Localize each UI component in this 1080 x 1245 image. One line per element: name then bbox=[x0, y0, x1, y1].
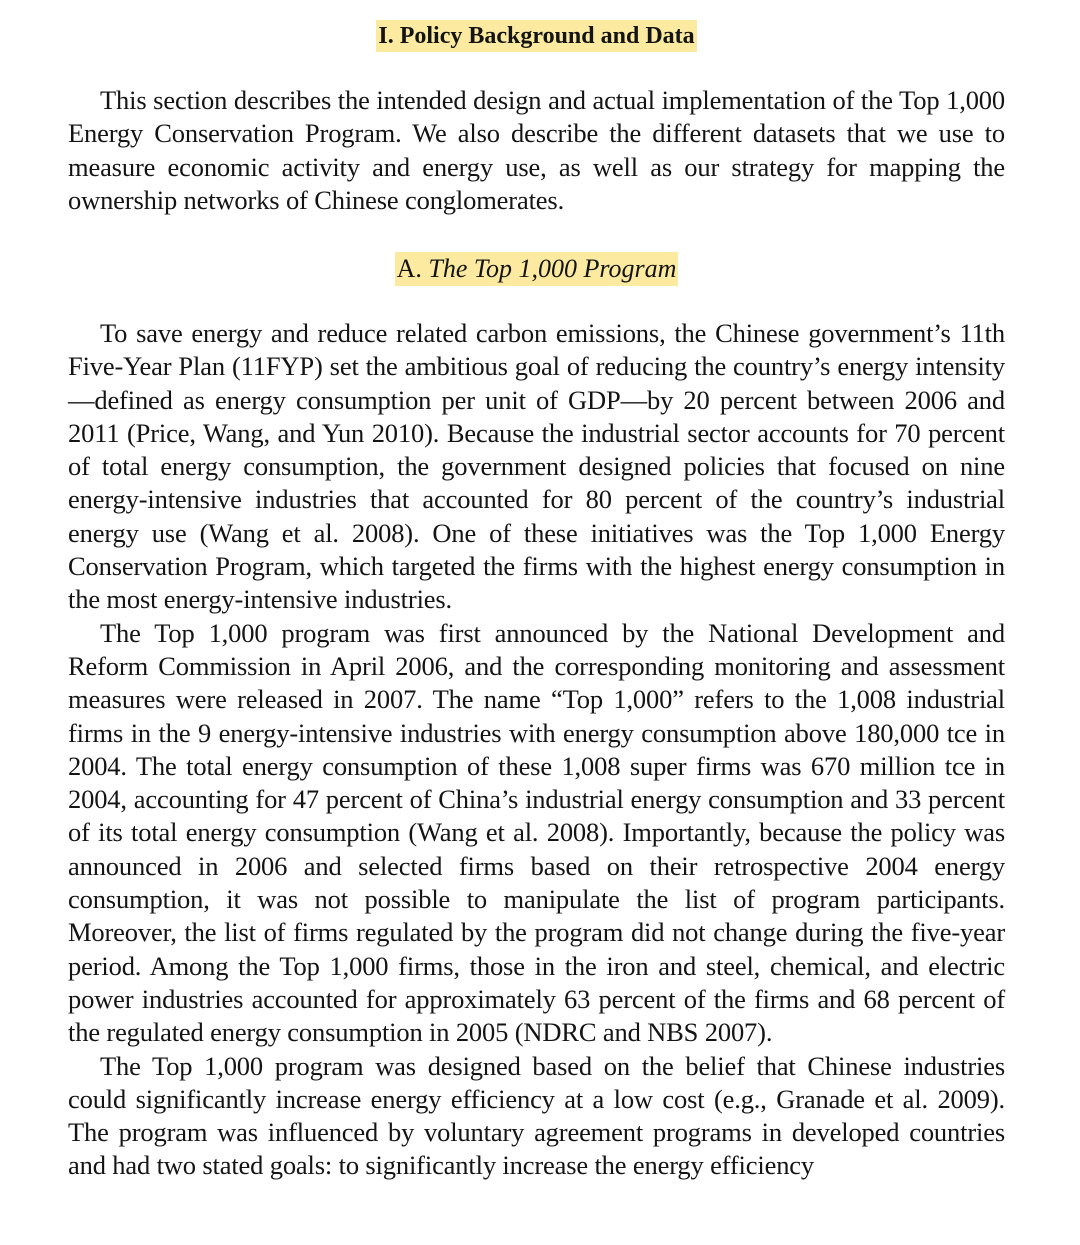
section-heading-highlight bbox=[376, 20, 696, 52]
subsection-body bbox=[68, 317, 1005, 1183]
subsection-heading-highlight bbox=[395, 252, 679, 286]
subsection-number: A. bbox=[396, 254, 422, 283]
subsection-title: The Top 1,000 Program bbox=[428, 254, 677, 283]
body-paragraph-2: The Top 1,000 program was first announced by the National Development and Reform Commission in April 2006, and the corresponding monitoring and assessment measures were released in 2007. The name “Top 1,000” refers to the 1,008 industrial firms in the 9 energy-intensive industries with energy consumption above 180,000 tce in 2004. The total energy consumption of these 1,008 super firms was 670 million tce in 2004, accounting for 47 percent of China’s industrial energy consumption and 33 percent of its total energy consumption (Wang et al. 2008). Importantly, because the policy was announced in 2006 and selected firms based on their retrospective 2004 energy consumption, it was not possible to manipulate the list of program participants. Moreover, the list of firms regulated by the program did not change during the five-year period. Among the Top 1,000 firms, those in the iron and steel, chemical, and electric power industries accounted for approximately 63 percent of the firms and 68 percent of the regulated energy consumption in 2005 (NDRC and NBS 2007). bbox=[68, 617, 1005, 1048]
subsection-heading bbox=[68, 252, 1005, 286]
section-heading-text: I. Policy Background and Data bbox=[378, 23, 695, 49]
body-paragraph-3: The Top 1,000 program was designed based on the belief that Chinese industries could significantly increase energy efficiency at a low cost (e.g., Granade et al. 2009). The program was influenced by voluntary agreement programs in developed countries and had two stated goals: to significantly increase the energy efficiency bbox=[68, 1050, 1005, 1181]
body-paragraph-1: To save energy and reduce related carbon emissions, the Chinese government’s 11th Five-Year Plan (11FYP) set the ambitious goal of reducing the country’s energy intensity—defined as energy consumption per unit of GDP—by 20 percent between 2006 and 2011 (Price, Wang, and Yun 2010). Because the industrial sector accounts for 70 percent of total energy consumption, the government designed policies that focused on nine energy-intensive industries that accounted for 80 percent of the country’s industrial energy use (Wang et al. 2008). One of these initiatives was the Top 1,000 Energy Conservation Program, which targeted the firms with the highest energy consumption in the most energy-intensive industries. bbox=[68, 318, 1005, 615]
intro-paragraph: This section describes the intended design and actual implementation of the Top 1,000 Energy Conservation Program. We also describe the different datasets that we use to measure economic activity and energy use, as well as our strategy for mapping the ownership networks of Chinese conglomerates. bbox=[68, 85, 1005, 215]
section-heading bbox=[68, 20, 1005, 52]
section-intro bbox=[68, 84, 1005, 217]
